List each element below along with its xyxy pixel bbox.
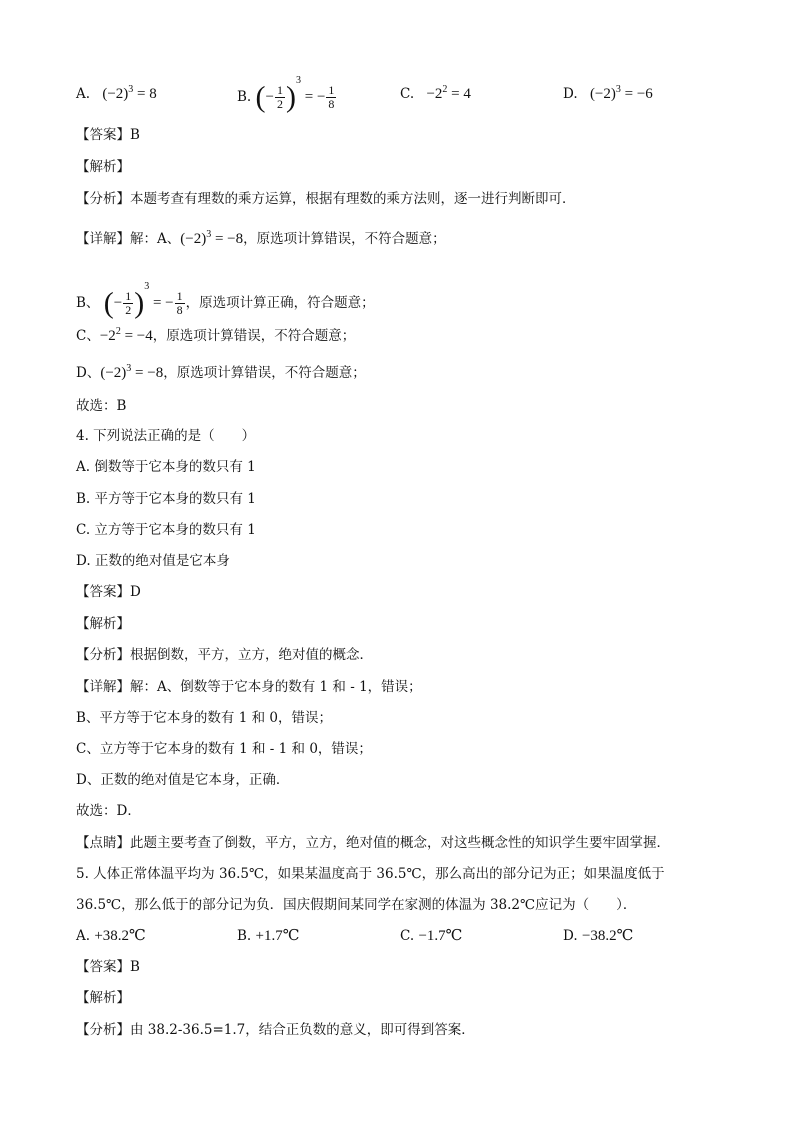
q5-option-b: B. +1.7℃ [237, 928, 300, 944]
q4-detail-2: B、平方等于它本身的数有 1 和 0，错误； [76, 710, 332, 726]
q3-fenxi: 【分析】本题考查有理数的乘方运算，根据有理数的乘方法则，逐一进行判断即可． [76, 191, 576, 207]
q4-option-d: D. 正数的绝对值是它本身 [76, 553, 230, 569]
q4-option-b: B. 平方等于它本身的数只有 1 [76, 491, 256, 507]
q3-detail-b: B、 (− $\frac{1}{2}$ )$^3$ = − $\frac{1}{8}$ ，原选项计算正确，符合题意； [76, 281, 375, 320]
q4-choose: 故选：D． [76, 803, 141, 819]
q5-answer: 【答案】B [76, 959, 140, 975]
q3-option-a: A. $(-2)^3 = 8$ [76, 84, 157, 102]
q4-option-a: A. 倒数等于它本身的数只有 1 [76, 459, 256, 475]
q5-analysis-tag: 【解析】 [76, 990, 130, 1006]
q3-detail-c: C、$-2^2 = -4$，原选项计算错误，不符合题意； [76, 326, 356, 344]
q4-fenxi: 【分析】根据倒数，平方，立方，绝对值的概念． [76, 647, 373, 663]
q4-detail-4: D、正数的绝对值是它本身，正确． [76, 772, 290, 788]
q4-dianjing: 【点睛】此题主要考查了倒数，平方，立方，绝对值的概念，对这些概念性的知识学生要牢固掌握． [76, 835, 670, 851]
q3-analysis-tag: 【解析】 [76, 159, 130, 175]
q4-analysis-tag: 【解析】 [76, 616, 130, 632]
q3-answer: 【答案】B [76, 127, 140, 143]
q3-choose: 故选：B [76, 398, 127, 414]
q5-stem-line2: 36.5℃，那么低于的部分记为负．国庆假期间某同学在家测的体温为 38.2℃应记为（ ）． [76, 897, 637, 913]
q4-detail-3: C、立方等于它本身的数有 1 和 - 1 和 0，错误； [76, 741, 372, 757]
q5-stem-line1: 5. 人体正常体温平均为 36.5℃，如果某温度高于 36.5℃，那么高出的部分记为正；如果温度低于 [76, 866, 665, 882]
q4-answer: 【答案】D [76, 584, 141, 600]
q5-option-c: C. −1.7℃ [400, 928, 463, 944]
q3-option-b: B. (− $\frac{1}{2}$ )$^3$ = − $\frac{1}{8}$ [237, 75, 335, 114]
q3-detail-d: D、$(-2)^3 = -8$，原选项计算错误，不符合题意； [76, 363, 366, 381]
q5-option-a: A. +38.2℃ [76, 928, 146, 944]
q4-option-c: C. 立方等于它本身的数只有 1 [76, 522, 256, 538]
q4-detail-1: 【详解】解：A、倒数等于它本身的数有 1 和 - 1，错误； [76, 679, 422, 695]
q4-stem: 4. 下列说法正确的是（ ） [76, 428, 256, 444]
q3-option-c: C. $-2^2 = 4$ [400, 84, 471, 102]
q3-option-d: D. $(-2)^3 = -6$ [563, 84, 653, 102]
q3-detail-a: 【详解】解：A、$(-2)^3 = -8$，原选项计算错误，不符合题意； [76, 229, 446, 247]
q5-fenxi: 【分析】由 38.2-36.5=1.7，结合正负数的意义，即可得到答案． [76, 1022, 475, 1038]
q5-option-d: D. −38.2℃ [563, 928, 634, 944]
